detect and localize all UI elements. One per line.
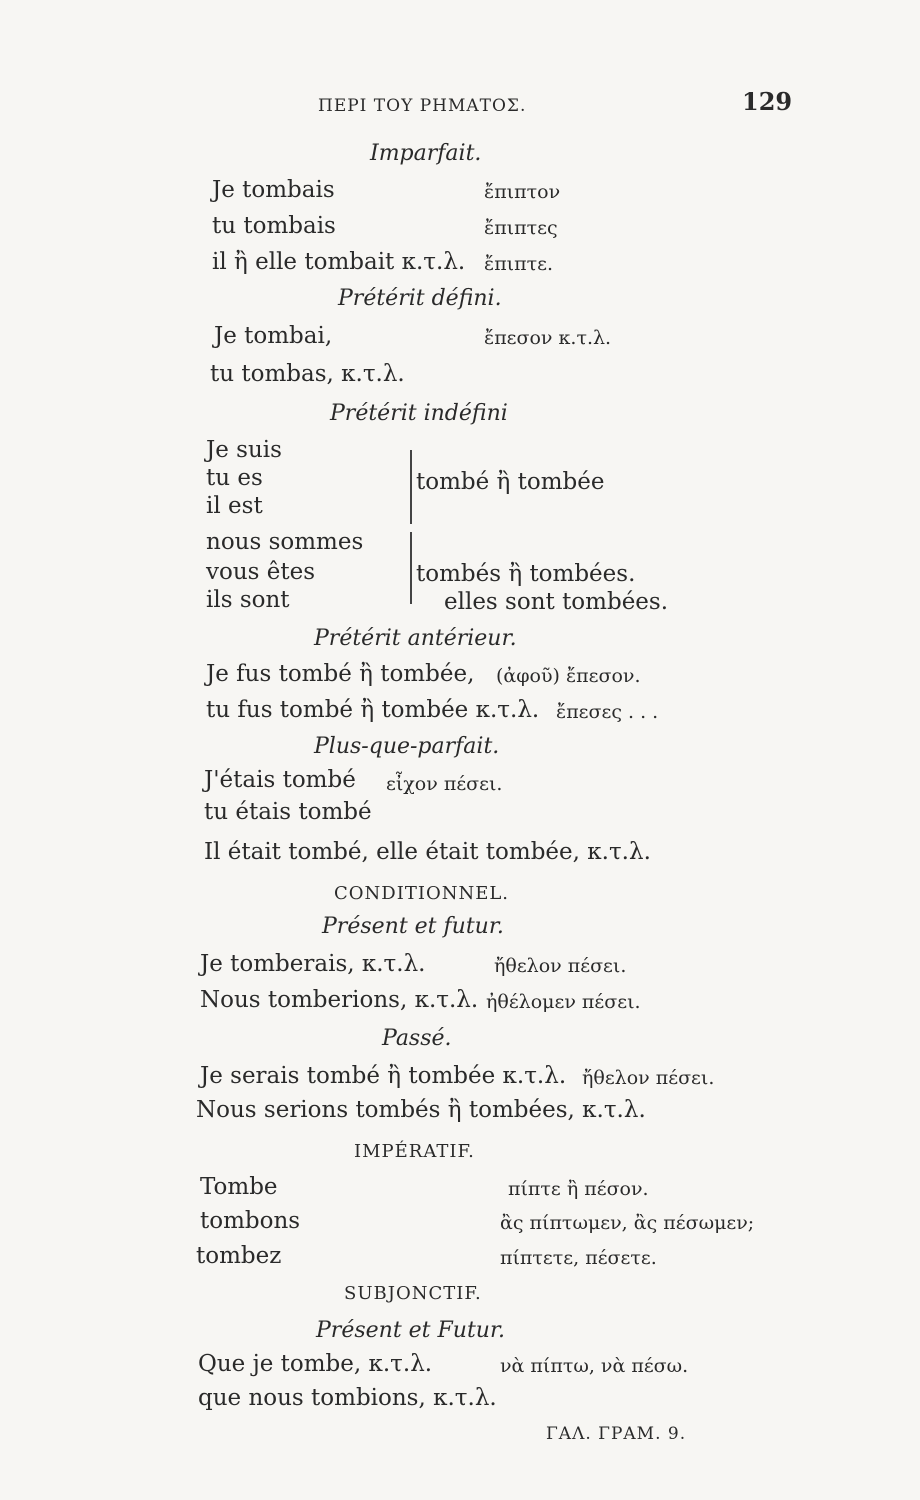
cond-passe-fr-1: Je serais tombé ἢ tombée κ.τ.λ. — [200, 1063, 567, 1089]
cond-present-fr-2: Nous tomberions, κ.τ.λ. — [200, 987, 479, 1013]
indefini-pronoun-6: ils sont — [206, 587, 290, 613]
imperatif-heading: IMPÉRATIF. — [354, 1141, 475, 1162]
page-number: 129 — [742, 87, 793, 116]
cond-present-gr-1: ἤθελον πέσει. — [494, 955, 627, 977]
imperatif-gr-3: πίπτετε, πέσετε. — [500, 1247, 657, 1269]
pqp-fr-1: J'étais tombé — [204, 767, 356, 793]
indefini-participle-plural: tombés ἢ tombées. — [416, 561, 636, 587]
subj-gr-1: νὰ πίπτω, νὰ πέσω. — [500, 1355, 689, 1377]
conditionnel-passe-heading: Passé. — [382, 1026, 452, 1051]
cond-present-gr-2: ἠθέλομεν πέσει. — [486, 991, 641, 1013]
anterieur-gr-2: ἔπεσες . . . — [556, 701, 659, 723]
imperatif-gr-2: ἂς πίπτωμεν, ἂς πέσωμεν; — [500, 1212, 755, 1234]
printer-signature: ΓΑΛ. ΓΡΑΜ. 9. — [546, 1424, 687, 1444]
subjonctif-heading: SUBJONCTIF. — [344, 1283, 482, 1304]
imperatif-gr-1: πίπτε ἢ πέσον. — [508, 1178, 649, 1200]
subj-fr-2: que nous tombions, κ.τ.λ. — [198, 1385, 497, 1411]
conditionnel-present-heading: Présent et futur. — [322, 914, 504, 939]
plus-que-parfait-heading: Plus-que-parfait. — [314, 734, 500, 759]
subjonctif-present-heading: Présent et Futur. — [316, 1318, 506, 1343]
imparfait-gr-3: ἔπιπτε. — [484, 253, 554, 275]
preterit-defini-heading: Prétérit défini. — [338, 286, 502, 311]
anterieur-gr-1: (ἀφοῦ) ἔπεσον. — [496, 665, 641, 687]
cond-passe-gr-1: ἤθελον πέσει. — [582, 1067, 715, 1089]
imperatif-fr-1: Tombe — [200, 1174, 278, 1200]
imparfait-gr-2: ἔπιπτες — [484, 217, 558, 239]
brace-singular — [410, 450, 412, 524]
brace-plural — [410, 532, 412, 604]
cond-passe-fr-2: Nous serions tombés ἢ tombées, κ.τ.λ. — [196, 1097, 646, 1123]
pqp-fr-2: tu étais tombé — [204, 799, 372, 825]
cond-present-fr-1: Je tomberais, κ.τ.λ. — [200, 951, 426, 977]
imparfait-fr-3: il ἢ elle tombait κ.τ.λ. — [212, 249, 466, 275]
running-header: ΠΕΡΙ ΤΟΥ ΡΗΜΑΤΟΣ. — [318, 96, 527, 116]
indefini-pronoun-1: Je suis — [206, 437, 282, 463]
pqp-fr-3: Il était tombé, elle était tombée, κ.τ.λ. — [204, 839, 651, 865]
preterit-anterieur-heading: Prétérit antérieur. — [314, 626, 517, 651]
anterieur-fr-1: Je fus tombé ἢ tombée, — [206, 661, 475, 687]
preterit-defini-fr-1: Je tombai, — [214, 323, 333, 349]
imparfait-gr-1: ἔπιπτον — [484, 181, 561, 203]
preterit-indefini-heading: Prétérit indéfini — [330, 401, 508, 426]
subj-fr-1: Que je tombe, κ.τ.λ. — [198, 1351, 433, 1377]
conditionnel-heading: CONDITIONNEL. — [334, 883, 510, 904]
imperatif-fr-2: tombons — [200, 1208, 301, 1234]
indefini-participle-singular: tombé ἢ tombée — [416, 469, 605, 495]
indefini-pronoun-3: il est — [206, 493, 263, 519]
imparfait-fr-2: tu tombais — [212, 213, 336, 239]
imparfait-heading: Imparfait. — [370, 141, 482, 166]
indefini-pronoun-5: vous êtes — [206, 559, 316, 585]
preterit-defini-gr-1: ἔπεσον κ.τ.λ. — [484, 327, 612, 349]
imperatif-fr-3: tombez — [196, 1243, 282, 1269]
anterieur-fr-2: tu fus tombé ἢ tombée κ.τ.λ. — [206, 697, 540, 723]
indefini-pronoun-2: tu es — [206, 465, 263, 491]
preterit-defini-fr-2: tu tombas, κ.τ.λ. — [210, 361, 405, 387]
imparfait-fr-1: Je tombais — [212, 177, 335, 203]
indefini-elles-sont: elles sont tombées. — [444, 589, 669, 615]
pqp-gr-1: εἶχον πέσει. — [386, 773, 503, 795]
indefini-pronoun-4: nous sommes — [206, 529, 364, 555]
